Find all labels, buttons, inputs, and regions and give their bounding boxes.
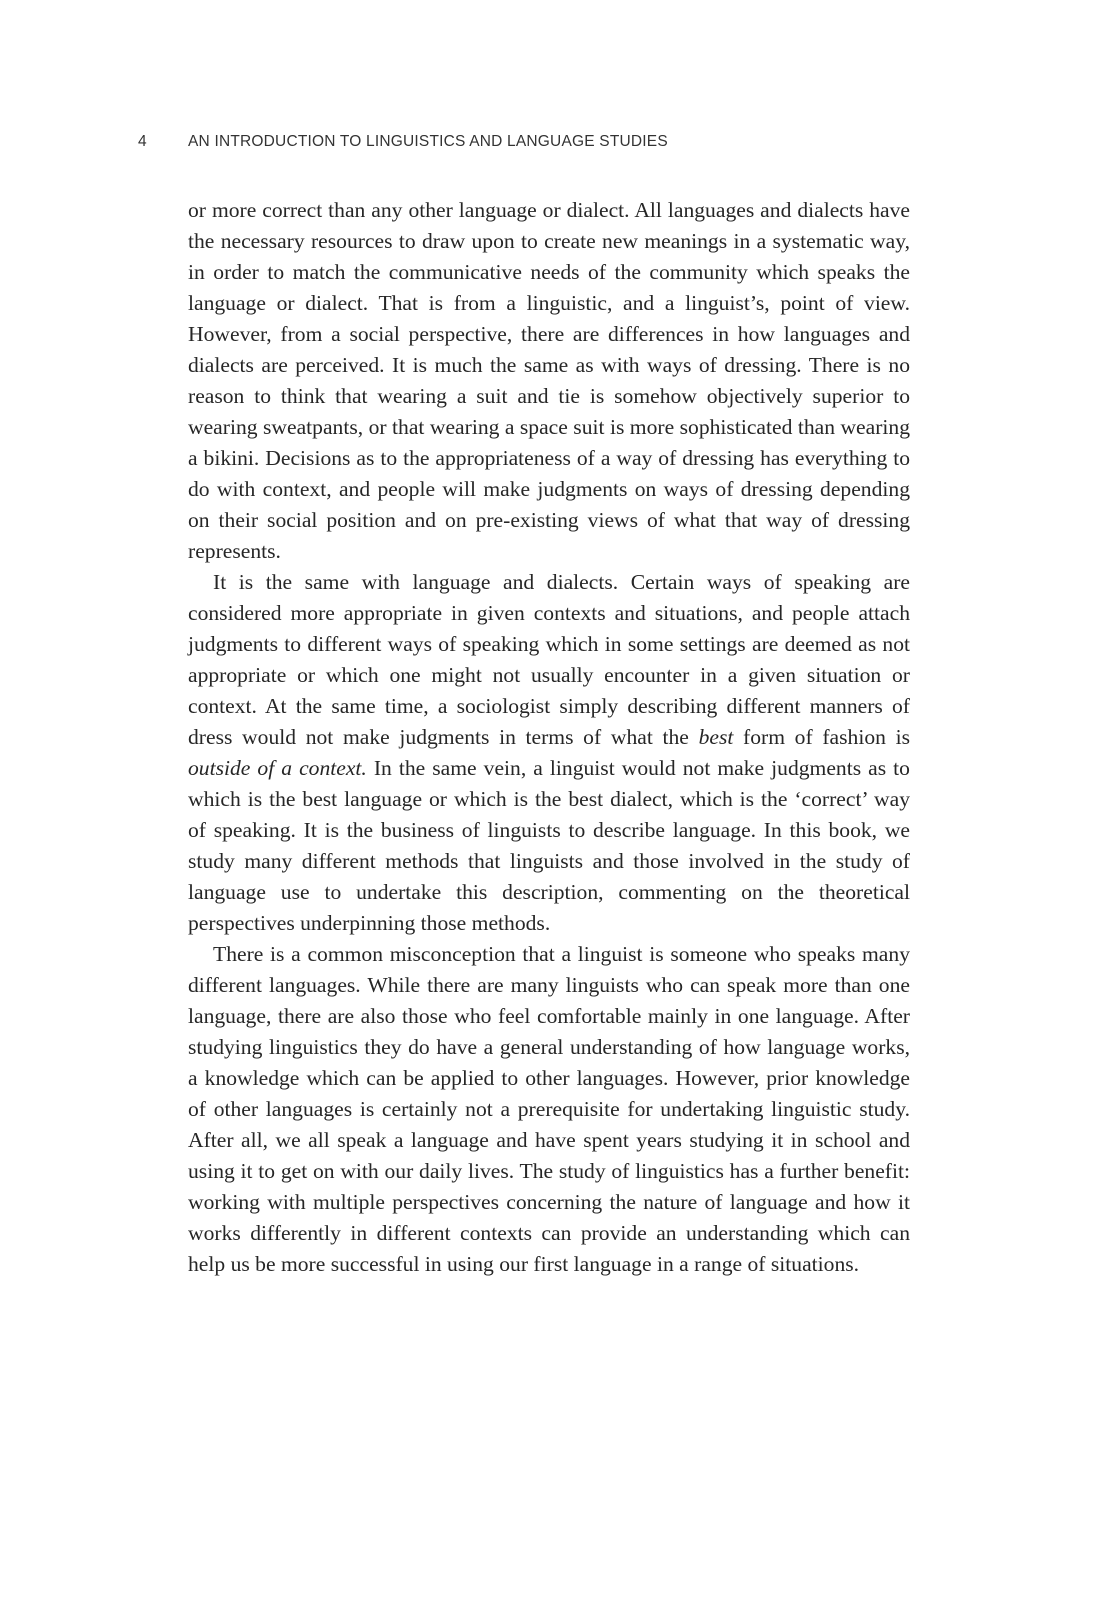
paragraph-2-text-1: It is the same with language and dialects. Certain ways of speaking are considered more appropriate in given contexts and situations, and people attach judgments to different ways of speaking which in some settings are deemed as not appropriate or which one might not usually encounter in a given situation or context. At the same time, a sociologist simply describing different manners of dress would not make judgments in terms of what the bbox=[188, 570, 910, 749]
running-title: AN INTRODUCTION TO LINGUISTICS AND LANGUAGE STUDIES bbox=[188, 133, 668, 150]
emphasis-outside-context: outside of a context. bbox=[188, 756, 367, 780]
running-header bbox=[138, 133, 938, 153]
emphasis-best: best bbox=[698, 725, 734, 749]
paragraph-2-text-3: In the same vein, a linguist would not make judgments as to which is the best language or which is the best dialect, which is the ‘correct’ way of speaking. It is the business of linguists to describe language. In this book, we study many different methods that linguists and those involved in the study of language use to undertake this description, commenting on the theoretical perspectives underpinning those methods. bbox=[188, 756, 910, 935]
paragraph-1: or more correct than any other language or dialect. All languages and dialects have the necessary resources to draw upon to create new meanings in a systematic way, in order to match the communicative needs of the community which speaks the language or dialect. That is from a linguistic, and a linguist’s, point of view. However, from a social perspective, there are differences in how languages and dialects are perceived. It is much the same as with ways of dressing. There is no reason to think that wearing a suit and tie is somehow objectively superior to wearing sweatpants, or that wearing a space suit is more sophisticated than wearing a bikini. Decisions as to the appropriateness of a way of dressing has everything to do with context, and people will make judgments on ways of dressing depending on their social position and on pre-existing views of what that way of dressing represents. bbox=[188, 198, 910, 563]
paragraph-3: There is a common misconception that a linguist is someone who speaks many different languages. While there are many linguists who can speak more than one language, there are also those who feel comfortable mainly in one language. After studying linguistics they do have a general understanding of how language works, a knowledge which can be applied to other languages. However, prior knowledge of other languages is certainly not a prerequisite for undertaking linguistic study. After all, we all speak a language and have spent years studying it in school and using it to get on with our daily lives. The study of linguistics has a further benefit: working with multiple perspectives concerning the nature of language and how it works differently in different contexts can provide an understanding which can help us be more successful in using our first language in a range of situations. bbox=[188, 942, 910, 1276]
paragraph-2 bbox=[188, 567, 910, 939]
body-text bbox=[188, 195, 910, 1280]
page-number: 4 bbox=[138, 133, 147, 150]
paragraph-2-text-2: form of fashion is bbox=[733, 725, 910, 749]
